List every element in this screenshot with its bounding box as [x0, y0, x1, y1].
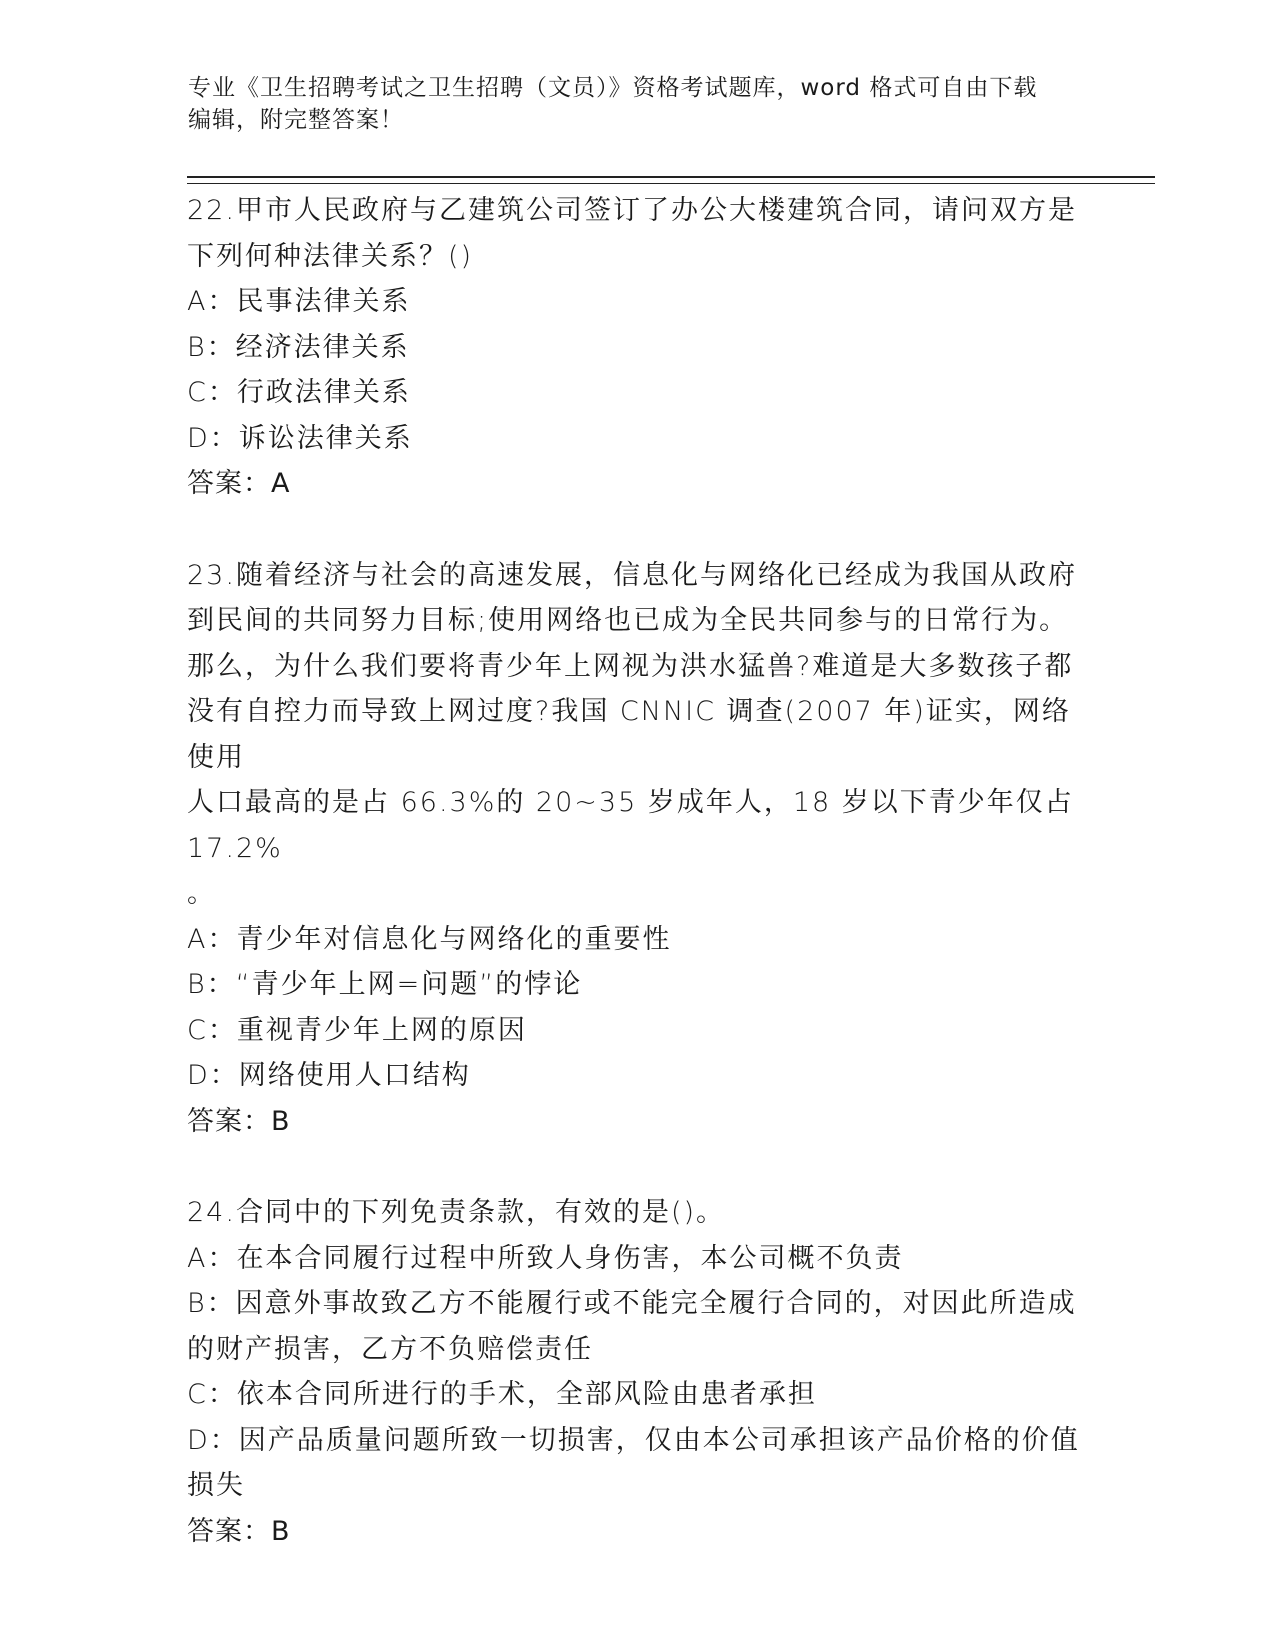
option-a: A：民事法律关系 [187, 286, 411, 317]
question-list [187, 188, 1087, 1554]
question-stem-line: 下列何种法律关系？() [187, 240, 474, 272]
option-c: C：行政法律关系 [187, 377, 411, 408]
option-d: D：因产品质量问题所致一切损害，仅由本公司承担该产品价格的价值 [187, 1424, 1080, 1456]
option-c: C：重视青少年上网的原因 [187, 1014, 527, 1046]
question-stem-line: 人口最高的是占 66.3%的 20~35 岁成年人，18 岁以下青少年仅占 17.2% [187, 787, 1085, 864]
answer-label: 答案：B [187, 1515, 291, 1547]
question-stem-line: 23.随着经济与社会的高速发展，信息化与网络化已经成为我国从政府 [187, 559, 1077, 591]
question-stem-line: 24.合同中的下列免责条款，有效的是()。 [187, 1197, 726, 1228]
option-b: B：因意外事故致乙方不能履行或不能完全履行合同的，对因此所造成 [187, 1288, 1077, 1319]
question-stem-line: 那么，为什么我们要将青少年上网视为洪水猛兽?难道是大多数孩子都 [187, 650, 1074, 682]
option-b: B：“青少年上网=问题”的悖论 [187, 969, 583, 1000]
option-d-continued: 损失 [187, 1470, 245, 1501]
document-header [188, 72, 1068, 136]
header-divider-thick [187, 176, 1155, 178]
header-line-2: 编辑，附完整答案！ [188, 107, 404, 133]
question-22 [187, 188, 1087, 507]
option-a: A：青少年对信息化与网络化的重要性 [187, 923, 672, 955]
question-stem-line: 。 [187, 878, 216, 909]
answer-label: 答案：A [187, 468, 291, 499]
header-line-1: 专业《卫生招聘考试之卫生招聘（文员）》资格考试题库，word 格式可自由下载 [188, 75, 1038, 101]
option-b: B：经济法律关系 [187, 331, 410, 363]
option-a: A：在本合同履行过程中所致人身伤害，本公司概不负责 [187, 1242, 904, 1274]
question-stem-line: 22.甲市人民政府与乙建筑公司签订了办公大楼建筑合同，请问双方是 [187, 195, 1077, 226]
option-c: C：依本合同所进行的手术，全部风险由患者承担 [187, 1379, 817, 1410]
header-divider-thin [187, 183, 1155, 184]
question-23 [187, 553, 1087, 1145]
answer-label: 答案：B [187, 1105, 291, 1137]
question-stem-line: 没有自控力而导致上网过度?我国 CNNIC 调查(2007 年)证实，网络使用 [187, 696, 1071, 773]
question-stem-line: 到民间的共同努力目标;使用网络也已成为全民共同参与的日常行为。 [187, 605, 1069, 636]
option-b-continued: 的财产损害，乙方不负赔偿责任 [187, 1333, 593, 1365]
option-d: D：诉讼法律关系 [187, 422, 413, 454]
question-24 [187, 1190, 1087, 1554]
option-d: D：网络使用人口结构 [187, 1060, 471, 1091]
